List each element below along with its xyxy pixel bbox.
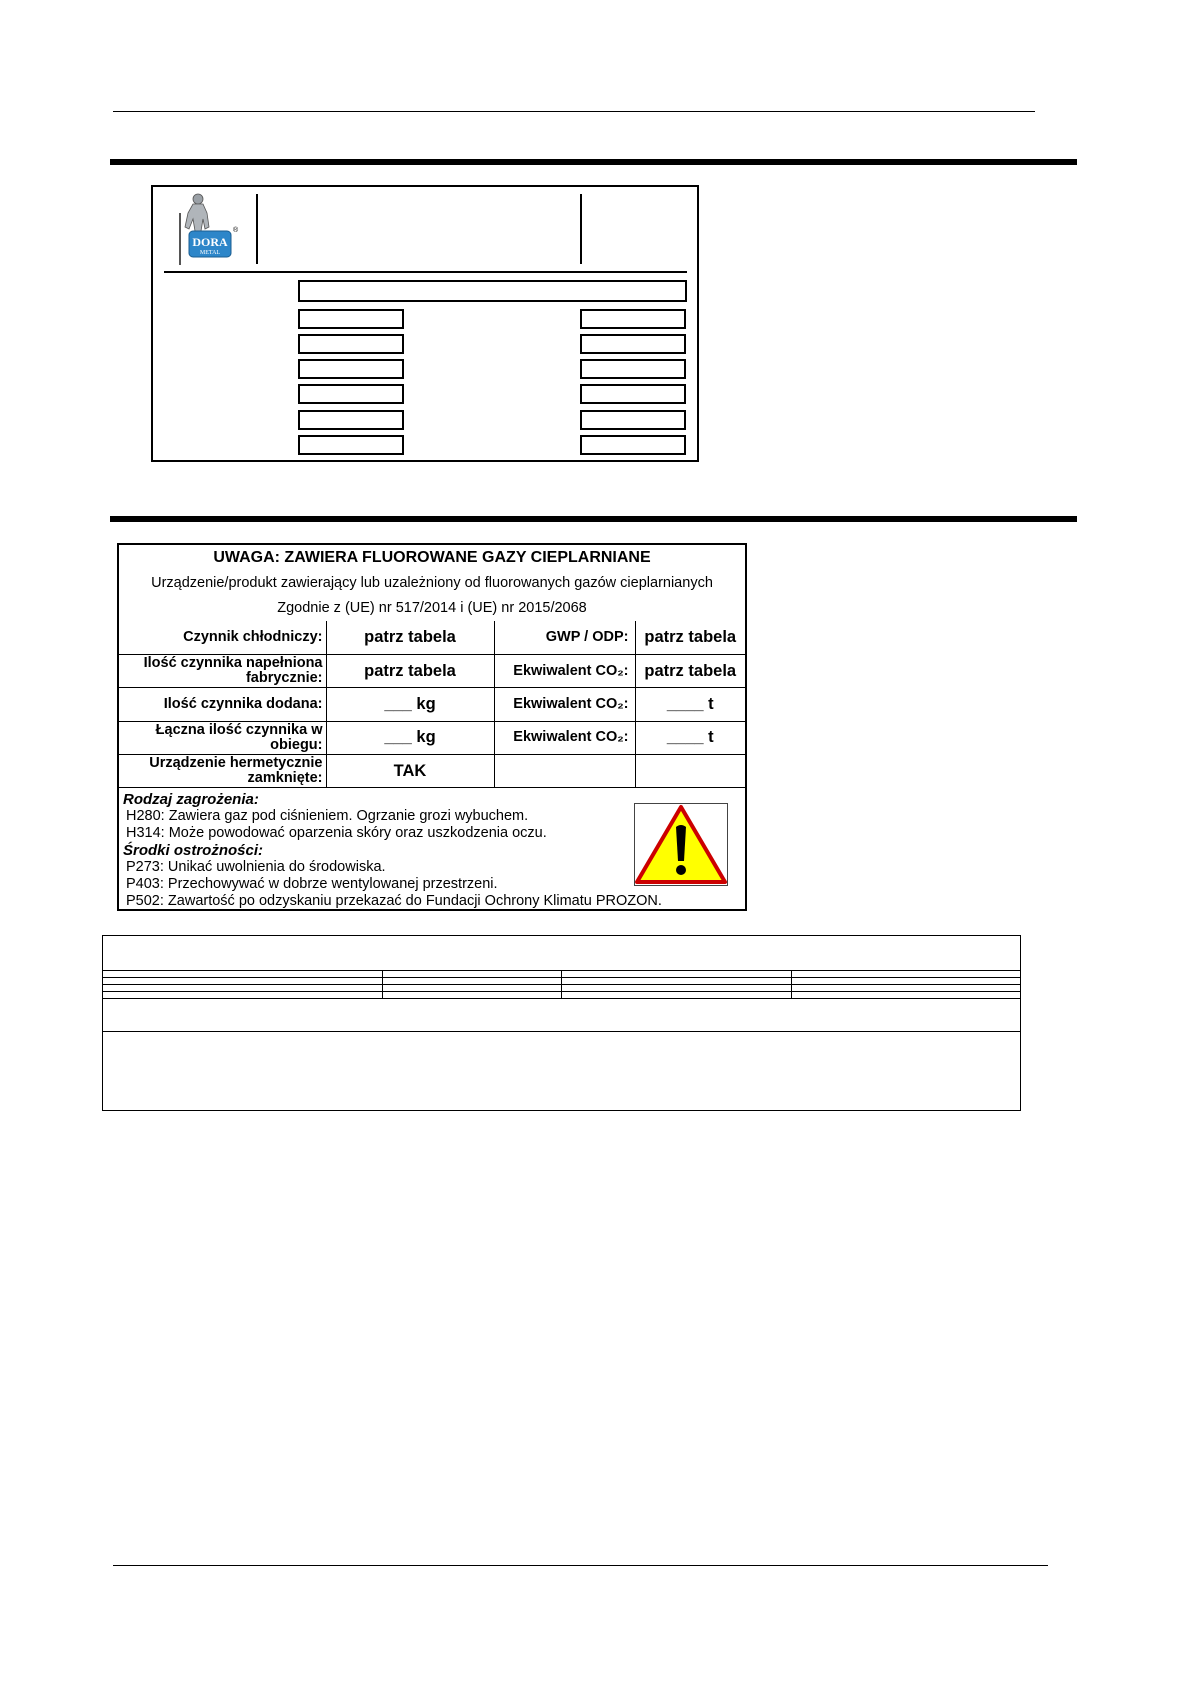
table-row	[119, 721, 745, 754]
refrigerant-value: patrz tabela	[326, 621, 494, 654]
hazard-heading: Rodzaj zagrożenia:	[123, 791, 259, 808]
plate-field	[298, 359, 404, 379]
co2-equivalent-value: ____ t	[635, 721, 745, 754]
factory-charge-value: patrz tabela	[326, 654, 494, 687]
plate-field	[580, 435, 686, 455]
plate-field	[298, 384, 404, 404]
table-column-rule	[791, 970, 792, 998]
gwp-odp-value: patrz tabela	[635, 621, 745, 654]
logo-subtext: METAL	[199, 250, 221, 256]
co2-equivalent-label: Ekwiwalent CO₂:	[494, 688, 635, 721]
total-charge-value: ___ kg	[326, 721, 494, 754]
plate-header-rule	[164, 271, 687, 273]
plate-field	[580, 384, 686, 404]
fgas-label	[117, 543, 747, 911]
factory-charge-label: Ilość czynnika napełniona fabrycznie:	[119, 654, 326, 687]
plate-field	[580, 334, 686, 354]
co2-equivalent-value: patrz tabela	[635, 654, 745, 687]
hermetic-value: TAK	[326, 755, 494, 788]
co2-equivalent-value: ____ t	[635, 688, 745, 721]
table-row	[119, 688, 745, 721]
precaution-statement: P273: Unikać uwolnienia do środowiska.	[126, 859, 386, 875]
header-rule	[113, 111, 1035, 112]
table-rule	[103, 998, 1020, 999]
empty-cell	[494, 755, 635, 788]
gwp-odp-label: GWP / ODP:	[494, 621, 635, 654]
plate-field	[298, 410, 404, 430]
total-charge-label: Łączna ilość czynnika w obiegu:	[119, 721, 326, 754]
precaution-heading: Środki ostrożności:	[123, 842, 264, 859]
added-charge-label: Ilość czynnika dodana:	[119, 688, 326, 721]
hazard-statement: H314: Może powodować oparzenia skóry oraz uszkodzenia oczu.	[126, 825, 547, 841]
table-rule	[103, 1031, 1020, 1032]
blank-table	[102, 935, 1021, 1111]
plate-field	[580, 410, 686, 430]
nameplate	[151, 185, 699, 462]
hazard-statement: H280: Zawiera gaz pod ciśnieniem. Ogrzanie grozi wybuchem.	[126, 808, 529, 824]
knight-logo-icon	[171, 191, 239, 267]
section-rule	[110, 516, 1077, 522]
co2-equivalent-label: Ekwiwalent CO₂:	[494, 654, 635, 687]
table-row	[119, 755, 745, 788]
plate-divider-right	[580, 194, 582, 264]
plate-field	[580, 359, 686, 379]
table-row	[119, 654, 745, 687]
fgas-subtitle-line2: Zgodnie z (UE) nr 517/2014 i (UE) nr 2015/2068	[277, 600, 587, 616]
exclamation-warning-icon	[634, 803, 728, 886]
added-charge-value: ___ kg	[326, 688, 494, 721]
hermetic-label: Urządzenie hermetycznie zamknięte:	[119, 755, 326, 788]
precaution-statement: P403: Przechowywać w dobrze wentylowanej przestrzeni.	[126, 876, 498, 892]
plate-field	[298, 435, 404, 455]
section-rule	[110, 159, 1077, 165]
table-column-rule	[382, 970, 383, 998]
plate-field	[298, 334, 404, 354]
co2-equivalent-label: Ekwiwalent CO₂:	[494, 721, 635, 754]
refrigerant-label: Czynnik chłodniczy:	[119, 621, 326, 654]
plate-divider-left	[256, 194, 258, 264]
precaution-statement: P502: Zawartość po odzyskaniu przekazać do Fundacji Ochrony Klimatu PROZON.	[126, 893, 662, 909]
plate-field-wide	[298, 280, 687, 302]
plate-field	[298, 309, 404, 329]
logo-mark: ®	[233, 227, 239, 234]
table-column-rule	[561, 970, 562, 998]
fgas-table	[119, 621, 745, 788]
footer-rule	[113, 1565, 1048, 1566]
table-row	[119, 621, 745, 654]
plate-field	[580, 309, 686, 329]
fgas-subtitle-line1: Urządzenie/produkt zawierający lub uzależniony od fluorowanych gazów cieplarnianych	[151, 575, 713, 591]
empty-cell	[635, 755, 745, 788]
logo-text: DORA	[192, 235, 228, 249]
fgas-title: UWAGA: ZAWIERA FLUOROWANE GAZY CIEPLARNIANE	[213, 549, 651, 566]
